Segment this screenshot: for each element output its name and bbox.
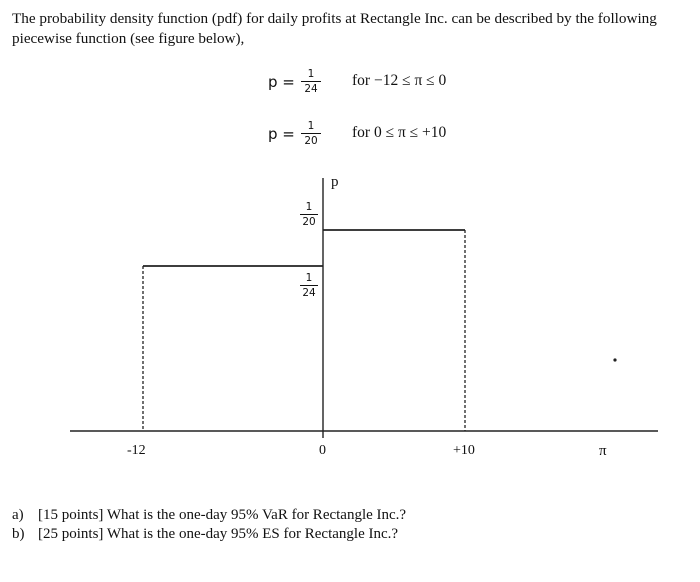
problem-intro: The probability density function (pdf) for daily profits at Rectangle Inc. can be described by the following piecewise function (see figure below), [12,10,657,47]
equation-2-denominator: 20 [304,135,318,147]
question-a-label: a) [12,507,24,523]
equation-1-denominator: 24 [304,83,318,95]
density-high-numerator: 1 [305,201,313,213]
x-tick-plus-10: +10 [453,443,475,458]
equation-2-condition: for 0 ≤ π ≤ +10 [352,124,447,141]
question-a [12,505,406,525]
y-axis-label: p [331,174,339,190]
question-b-text: [25 points] What is the one-day 95% ES for Rectangle Inc.? [38,526,399,542]
density-low-denominator: 24 [302,287,316,299]
x-axis-label: π [599,443,607,459]
equation-1-condition: for −12 ≤ π ≤ 0 [352,72,447,89]
density-high-denominator: 20 [302,216,316,228]
equation-1-numerator: 1 [307,68,315,80]
stray-dot [613,358,616,361]
question-b-label: b) [12,526,25,542]
x-tick-0: 0 [319,443,326,458]
fraction-bar [300,214,318,215]
density-label-low [300,272,318,299]
equation-1-lhs: p = [268,73,295,91]
equation-2-numerator: 1 [307,120,315,132]
fraction-bar [300,285,318,286]
question-a-text: [15 points] What is the one-day 95% VaR for Rectangle Inc.? [38,507,407,523]
density-low-numerator: 1 [305,272,313,284]
x-tick-minus-12: -12 [127,443,146,458]
equation-2-lhs: p = [268,125,295,143]
density-label-high [300,201,318,228]
question-b [12,524,398,544]
